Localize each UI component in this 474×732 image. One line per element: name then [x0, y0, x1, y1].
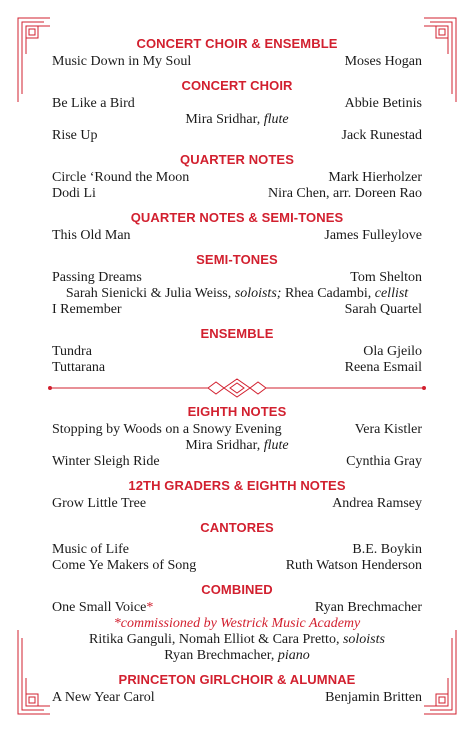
section-title: SEMI-TONES [196, 252, 278, 267]
section-combined [52, 582, 422, 664]
composer: Benjamin Britten [325, 690, 422, 705]
program-row [52, 96, 422, 112]
program-row [52, 186, 422, 202]
ornamental-divider [52, 376, 422, 400]
performer-note: Ryan Brechmacher, piano [164, 648, 310, 663]
piece-title: Rise Up [52, 128, 98, 143]
program-row [52, 360, 422, 376]
section-title: CONCERT CHOIR [181, 78, 293, 93]
program-row [52, 54, 422, 70]
composer: Reena Esmail [344, 360, 422, 375]
composer: Andrea Ramsey [332, 496, 422, 511]
composer: B.E. Boykin [352, 542, 422, 557]
program-row [52, 558, 422, 574]
piece-title: Dodi Li [52, 186, 96, 201]
composer: Jack Runestad [341, 128, 422, 143]
piece-title: One Small Voice* [52, 600, 154, 615]
program-row [52, 270, 422, 286]
section-title: QUARTER NOTES [180, 152, 294, 167]
piece-title: Tundra [52, 344, 92, 359]
composer: Abbie Betinis [344, 96, 422, 111]
section-ensemble [52, 326, 422, 376]
piece-title: Music Down in My Soul [52, 54, 192, 69]
piece-title: I Remember [52, 302, 122, 317]
composer: Tom Shelton [350, 270, 422, 285]
section-title: 12TH GRADERS & EIGHTH NOTES [128, 478, 346, 493]
piece-title: Music of Life [52, 542, 129, 557]
piece-title: This Old Man [52, 228, 131, 243]
asterisk-marker: * [146, 600, 154, 615]
piece-title: Be Like a Bird [52, 96, 135, 111]
section-cantores [52, 520, 422, 574]
composer: Sarah Quartel [344, 302, 422, 317]
commission-note: *commissioned by Westrick Music Academy [113, 616, 361, 631]
performer-note: Mira Sridhar, flute [185, 112, 289, 127]
section-12th-graders-eighth-notes [52, 478, 422, 512]
composer: Cynthia Gray [346, 454, 422, 469]
section-title: PRINCETON GIRLCHOIR & ALUMNAE [118, 672, 356, 687]
piece-title: A New Year Carol [52, 690, 155, 705]
program-row [52, 344, 422, 360]
composer: Vera Kistler [354, 422, 422, 437]
corner-ornament-bottom-left [14, 630, 54, 718]
composer: Ola Gjeilo [363, 344, 422, 359]
performer-note: Mira Sridhar, flute [185, 438, 289, 453]
diamond-divider-icon [48, 376, 426, 400]
section-semi-tones [52, 252, 422, 318]
corner-ornament-bottom-right [420, 630, 460, 718]
composer: Ryan Brechmacher [314, 600, 422, 615]
composer: James Fulleylove [324, 228, 422, 243]
program-row [52, 302, 422, 318]
section-concert-choir-ensemble [52, 36, 422, 70]
program-row [52, 128, 422, 144]
program-row [52, 600, 422, 616]
piece-title: Passing Dreams [52, 270, 142, 285]
program-row [52, 496, 422, 512]
section-quarter-notes [52, 152, 422, 202]
composer: Mark Hierholzer [328, 170, 422, 185]
section-concert-choir [52, 78, 422, 144]
section-title: COMBINED [201, 582, 273, 597]
piece-title: Stopping by Woods on a Snowy Evening [52, 422, 282, 437]
program-row [52, 170, 422, 186]
program-row [52, 690, 422, 706]
piece-title: Winter Sleigh Ride [52, 454, 160, 469]
piece-title: Circle ‘Round the Moon [52, 170, 190, 185]
program-row [52, 454, 422, 470]
corner-ornament-top-right [420, 14, 460, 102]
section-eighth-notes [52, 404, 422, 470]
section-title: ENSEMBLE [200, 326, 274, 341]
piece-title: Come Ye Makers of Song [52, 558, 197, 573]
piece-title: Tuttarana [52, 360, 106, 375]
section-quarter-notes-semi-tones [52, 210, 422, 244]
composer: Ruth Watson Henderson [285, 558, 422, 573]
section-title: CONCERT CHOIR & ENSEMBLE [136, 36, 338, 51]
composer: Moses Hogan [344, 54, 422, 69]
composer: Nira Chen, arr. Doreen Rao [268, 186, 422, 201]
section-title: CANTORES [200, 520, 274, 535]
program-row [52, 422, 422, 438]
section-title: EIGHTH NOTES [187, 404, 287, 419]
piece-title: Grow Little Tree [52, 496, 147, 511]
performer-note: Sarah Sienicki & Julia Weiss, soloists; Rhea Cadambi, cellist [65, 286, 409, 301]
program-row [52, 542, 422, 558]
corner-ornament-top-left [14, 14, 54, 102]
performer-note: Ritika Ganguli, Nomah Elliot & Cara Pretto, soloists [89, 632, 385, 647]
section-title: QUARTER NOTES & SEMI-TONES [130, 210, 344, 225]
program-list [52, 36, 422, 706]
section-princeton-girlchoir-alumnae [52, 672, 422, 706]
program-row [52, 228, 422, 244]
